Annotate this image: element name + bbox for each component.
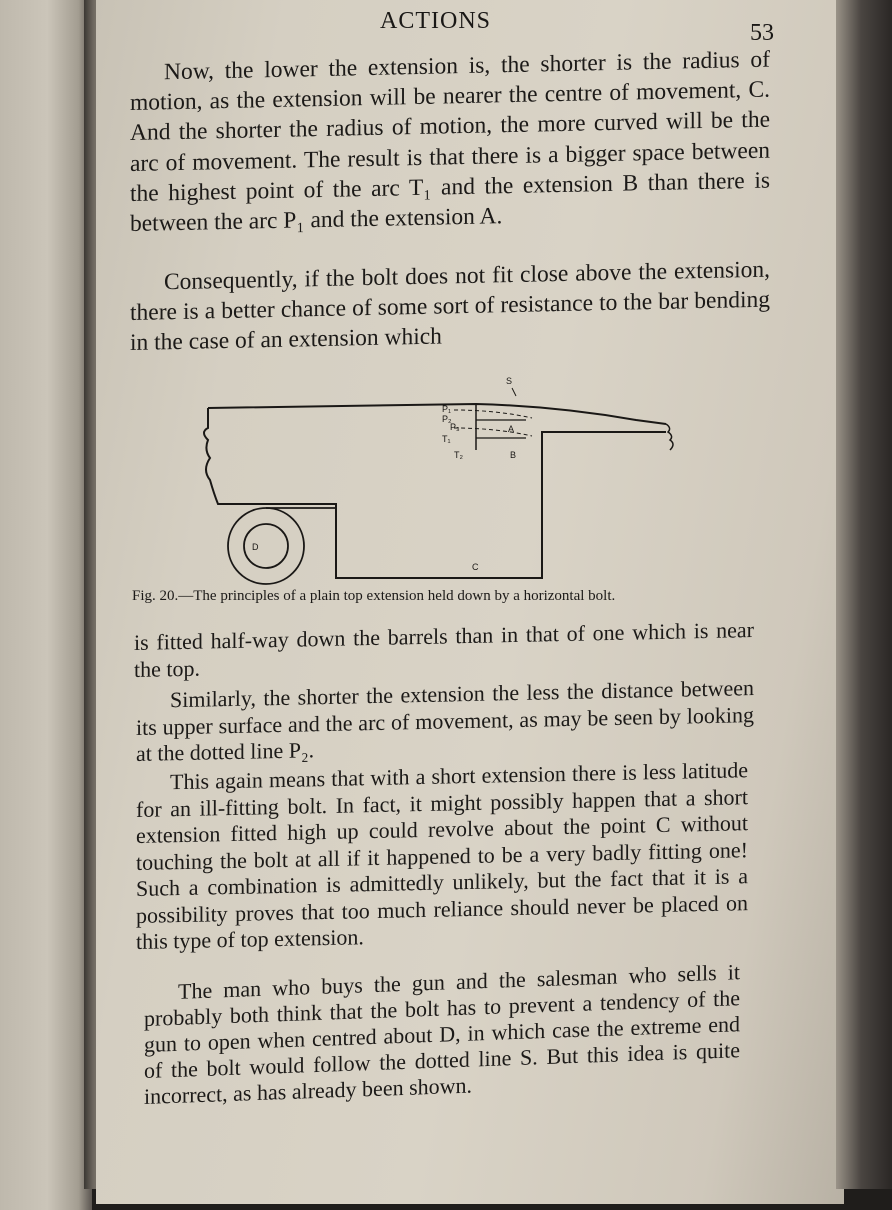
top-extension-outline — [208, 404, 666, 424]
figure-20-diagram — [196, 370, 696, 590]
label-b: B — [510, 450, 517, 460]
page-number: 53 — [750, 20, 774, 46]
page-header — [0, 4, 892, 44]
hinge-circle-outer — [228, 508, 304, 584]
barrel-end-wavy — [666, 424, 673, 450]
arc-dotted-line-s — [512, 388, 516, 396]
label-a: A — [508, 424, 515, 434]
label-p1: P₁ — [442, 404, 452, 414]
action-body-outline — [204, 408, 666, 578]
page-edge-shadow — [836, 0, 892, 1189]
paragraph-1: Now, the lower the extension is, the shorter is the radius of motion, as the extension will be nearer the centre of movement, C. And the shorter the radius of motion, the more curved will be the arc of movement. The result is that there is a bigger space between the highest point of the arc T₁ and the extension B than there is between the arc P₁ and the extension A. — [130, 46, 770, 238]
label-c: C — [472, 562, 479, 572]
facing-page-edge — [0, 0, 92, 1210]
paragraph-3: is fitted half-way down the barrels than in that of one which is near the top. — [134, 617, 754, 682]
running-head: ACTIONS — [380, 8, 492, 34]
paragraph-4: Similarly, the shorter the extension the less the distance between its upper surface and the arc of movement, as may be seen by looking at the dotted line P₂. — [136, 675, 754, 766]
label-s: S — [506, 376, 513, 386]
label-t1: T₁ — [442, 434, 451, 444]
hinge-circle-inner — [244, 524, 288, 568]
arc-dotted-line-1 — [454, 410, 532, 418]
paragraph-6: The man who buys the gun and the salesman who sells it probably both think that the bolt has to prevent a tendency of the gun to open when centred about D, in which case the extreme end of the bolt would follow the dotted line S. But this idea is quite incorrect, as has already been shown. — [144, 959, 740, 1109]
label-p3: P₃ — [450, 422, 460, 432]
paragraph-2: Consequently, if the bolt does not fit close above the extension, there is a better chance of some sort of resistance to the bar bending in the case of an extension which — [130, 256, 770, 357]
paragraph-5: This again means that with a short extension there is less latitude for an ill-fitting bolt. In fact, it might possibly happen that a short extension fitted high up could revolve about the point C without touching the bolt at all if it happened to be a very badly fitting one! Such a combination is admittedly unlikely, but the fact that it is a possibility proves that too much reliance should never be placed on this type of top extension. — [136, 757, 748, 954]
label-t2: T₂ — [454, 450, 463, 460]
figure-caption: Fig. 20.—The principles of a plain top extension held down by a horizontal bolt. — [132, 588, 616, 604]
label-d: D — [252, 542, 259, 552]
extension-diagram — [196, 370, 696, 590]
arc-dotted-line-2 — [454, 428, 532, 436]
label-p2: P₂ — [442, 414, 452, 424]
